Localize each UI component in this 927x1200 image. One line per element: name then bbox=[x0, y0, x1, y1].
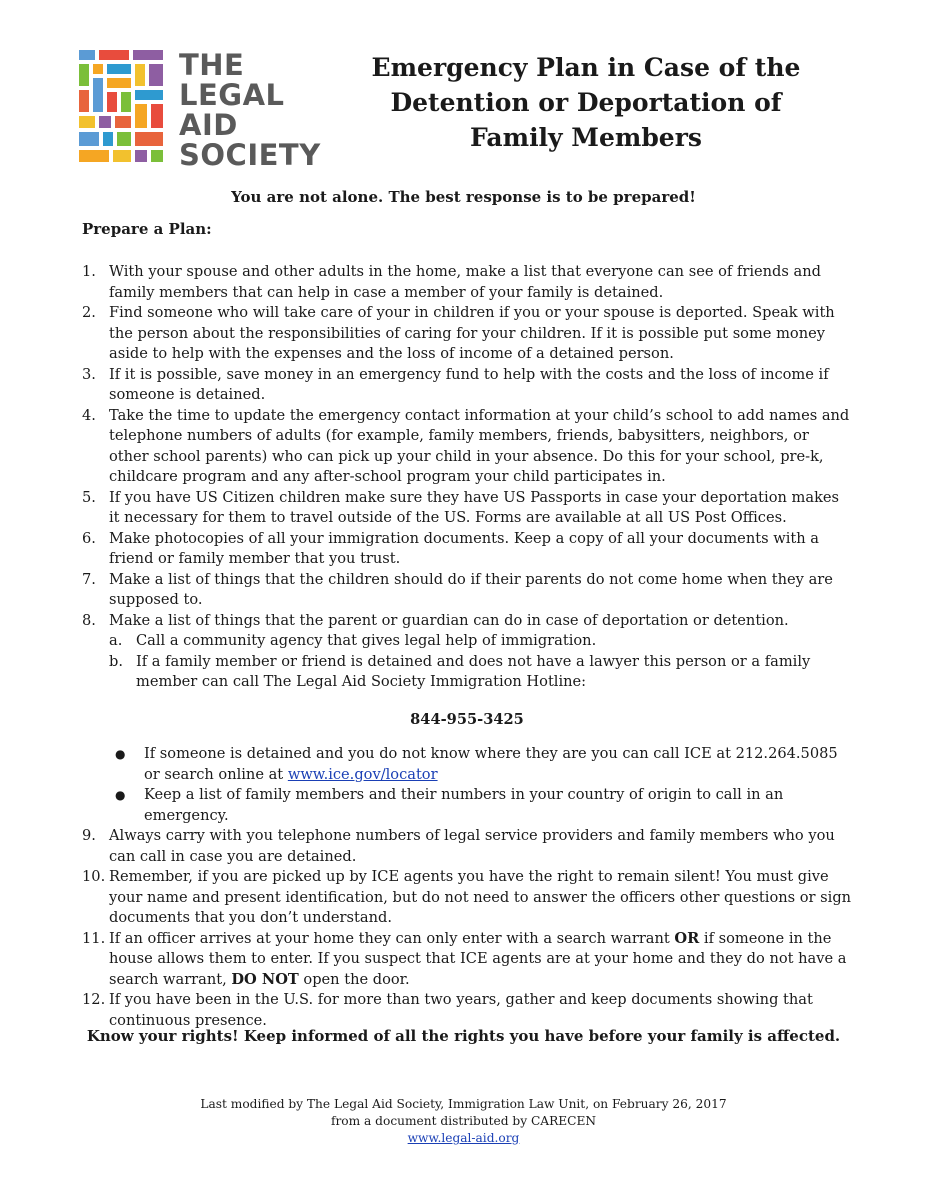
item-text: Make a list of things that the children should do if their parents do not come home when they are supposed to. bbox=[109, 570, 833, 608]
item-number: 2. bbox=[82, 304, 96, 321]
list-item bbox=[82, 262, 852, 303]
logo-tile bbox=[99, 50, 129, 60]
item-text: if someone in the house allows them to enter. If you suspect that ICE agents are at your home and they do not have a search warrant, bbox=[109, 929, 847, 988]
logo-tile bbox=[135, 132, 163, 146]
emphasis-or: OR bbox=[674, 929, 700, 947]
item-text: If you have been in the U.S. for more than two years, gather and keep documents showing that continuous presence. bbox=[109, 991, 813, 1029]
item-text: If an officer arrives at your home they can only enter with a search warrant bbox=[109, 929, 670, 947]
list-item bbox=[82, 867, 852, 929]
logo-tile bbox=[135, 64, 145, 86]
list-item bbox=[82, 929, 852, 991]
emphasis-do-not: DO NOT bbox=[231, 970, 299, 988]
logo-tile bbox=[79, 50, 95, 60]
hotline-number: 844-955-3425 bbox=[410, 710, 524, 728]
logo-tile bbox=[93, 78, 103, 112]
bullet-icon: ● bbox=[115, 788, 126, 802]
item-text: Take the time to update the emergency contact information at your child’s school to add names and telephone numbers of adults (for example, family members, friends, babysitters, neighbors, or other school parents) who can pick up your child in your absence. Do this for your school, pre-k, childcare program and any after-school program your child participates in. bbox=[109, 406, 850, 485]
document-title bbox=[360, 50, 812, 155]
sub-list-item bbox=[82, 652, 852, 693]
bullet-item bbox=[82, 744, 852, 785]
logo-tile bbox=[113, 150, 131, 162]
logo-line: SOCIETY bbox=[179, 138, 321, 172]
logo-tile bbox=[151, 104, 163, 128]
logo-tile bbox=[135, 150, 147, 162]
item-text: Find someone who will take care of your in children if you or your spouse is deported. Speak with the person about the responsibilities of caring for your children. If it is possible put some money aside to help with the expenses and the loss of income of a detained person. bbox=[109, 304, 835, 362]
list-item bbox=[82, 406, 852, 488]
list-item bbox=[82, 990, 852, 1031]
logo-tile bbox=[107, 92, 117, 112]
logo-tile bbox=[151, 150, 163, 162]
logo-line: AID bbox=[179, 108, 238, 142]
item-text: Remember, if you are picked up by ICE agents you have the right to remain silent! You must give your name and present identification, but do not need to answer the officers other questions or sign documents that you don’t understand. bbox=[109, 868, 852, 926]
logo-tile bbox=[79, 150, 109, 162]
bullet-text: If someone is detained and you do not know where they are you can call ICE at 212.264.5085 or search online at bbox=[144, 745, 838, 783]
logo-tile bbox=[79, 90, 89, 112]
subitem-letter: b. bbox=[109, 652, 123, 670]
list-item bbox=[82, 303, 852, 365]
item-number: 10. bbox=[82, 868, 106, 885]
list-item bbox=[82, 529, 852, 570]
logo-tile bbox=[135, 90, 163, 100]
bullet-text: Keep a list of family members and their numbers in your country of origin to call in an emergency. bbox=[144, 786, 784, 824]
logo-tile bbox=[79, 64, 89, 86]
item-number: 11. bbox=[82, 929, 106, 947]
logo-wordmark bbox=[179, 50, 321, 170]
legal-aid-website-link[interactable]: www.legal-aid.org bbox=[407, 1131, 520, 1145]
subitem-text: Call a community agency that gives legal help of immigration. bbox=[136, 632, 597, 649]
logo-tile bbox=[107, 78, 131, 88]
section-heading: Prepare a Plan: bbox=[82, 220, 212, 238]
logo-line: THE bbox=[179, 48, 245, 82]
logo-tile bbox=[107, 64, 131, 74]
list-item bbox=[82, 488, 852, 529]
item-number: 8. bbox=[82, 611, 96, 629]
item-number: 12. bbox=[82, 991, 106, 1008]
footer-line: Last modified by The Legal Aid Society, Immigration Law Unit, on February 26, 2017 bbox=[200, 1097, 727, 1111]
subitem-text: If a family member or friend is detained and does not have a lawyer this person or a family member can call The Legal Aid Society Immigration Hotline: bbox=[136, 652, 811, 690]
logo-tile bbox=[103, 132, 113, 146]
subitem-letter: a. bbox=[109, 632, 123, 649]
bullet-icon: ● bbox=[115, 747, 126, 761]
ice-locator-link[interactable]: www.ice.gov/locator bbox=[287, 765, 438, 783]
logo-tile bbox=[115, 116, 131, 128]
item-text: With your spouse and other adults in the home, make a list that everyone can see of friends and family members that can help in case a member of your family is detained. bbox=[109, 263, 821, 301]
item-text: If it is possible, save money in an emergency fund to help with the costs and the loss of income if someone is detained. bbox=[109, 365, 829, 403]
title-line: Family Members bbox=[470, 123, 702, 152]
footer bbox=[0, 1096, 927, 1147]
logo-tile bbox=[135, 104, 147, 128]
list-item bbox=[82, 365, 852, 406]
list-item bbox=[82, 611, 852, 632]
sub-list-item bbox=[82, 631, 852, 652]
footer-line: from a document distributed by CARECEN bbox=[330, 1114, 597, 1128]
item-number: 6. bbox=[82, 529, 96, 547]
closing-statement: Know your rights! Keep informed of all the rights you have before your family is affected. bbox=[86, 1027, 841, 1045]
logo-mosaic-icon bbox=[79, 50, 167, 168]
list-item bbox=[82, 570, 852, 611]
item-text: Make photocopies of all your immigration documents. Keep a copy of all your documents with a friend or family member that you trust. bbox=[109, 529, 819, 567]
item-text: open the door. bbox=[303, 970, 410, 988]
bullet-item bbox=[82, 785, 852, 826]
logo-line: LEGAL bbox=[179, 78, 285, 112]
item-number: 5. bbox=[82, 488, 96, 506]
title-line: Detention or Deportation of bbox=[390, 88, 782, 117]
logo-tile bbox=[99, 116, 111, 128]
item-text: Make a list of things that the parent or guardian can do in case of deportation or detention. bbox=[109, 611, 789, 629]
list-item bbox=[82, 826, 852, 867]
legal-aid-logo bbox=[79, 50, 319, 170]
logo-tile bbox=[117, 132, 131, 146]
item-text: Always carry with you telephone numbers of legal service providers and family members who you can call in case you are detained. bbox=[109, 827, 835, 865]
title-line: Emergency Plan in Case of the bbox=[371, 53, 801, 82]
tagline: You are not alone. The best response is to be prepared! bbox=[231, 188, 696, 206]
logo-tile bbox=[133, 50, 163, 60]
logo-tile bbox=[93, 64, 103, 74]
plan-list bbox=[82, 262, 852, 1031]
logo-tile bbox=[121, 92, 131, 112]
logo-tile bbox=[79, 116, 95, 128]
item-number: 4. bbox=[82, 406, 96, 424]
item-number: 7. bbox=[82, 570, 96, 588]
item-number: 1. bbox=[82, 263, 96, 280]
logo-tile bbox=[79, 132, 99, 146]
logo-tile bbox=[149, 64, 163, 86]
item-number: 9. bbox=[82, 827, 96, 844]
item-text: If you have US Citizen children make sure they have US Passports in case your deportation makes it necessary for them to travel outside of the US. Forms are available at all US Post Offices. bbox=[109, 488, 840, 526]
item-number: 3. bbox=[82, 365, 96, 383]
